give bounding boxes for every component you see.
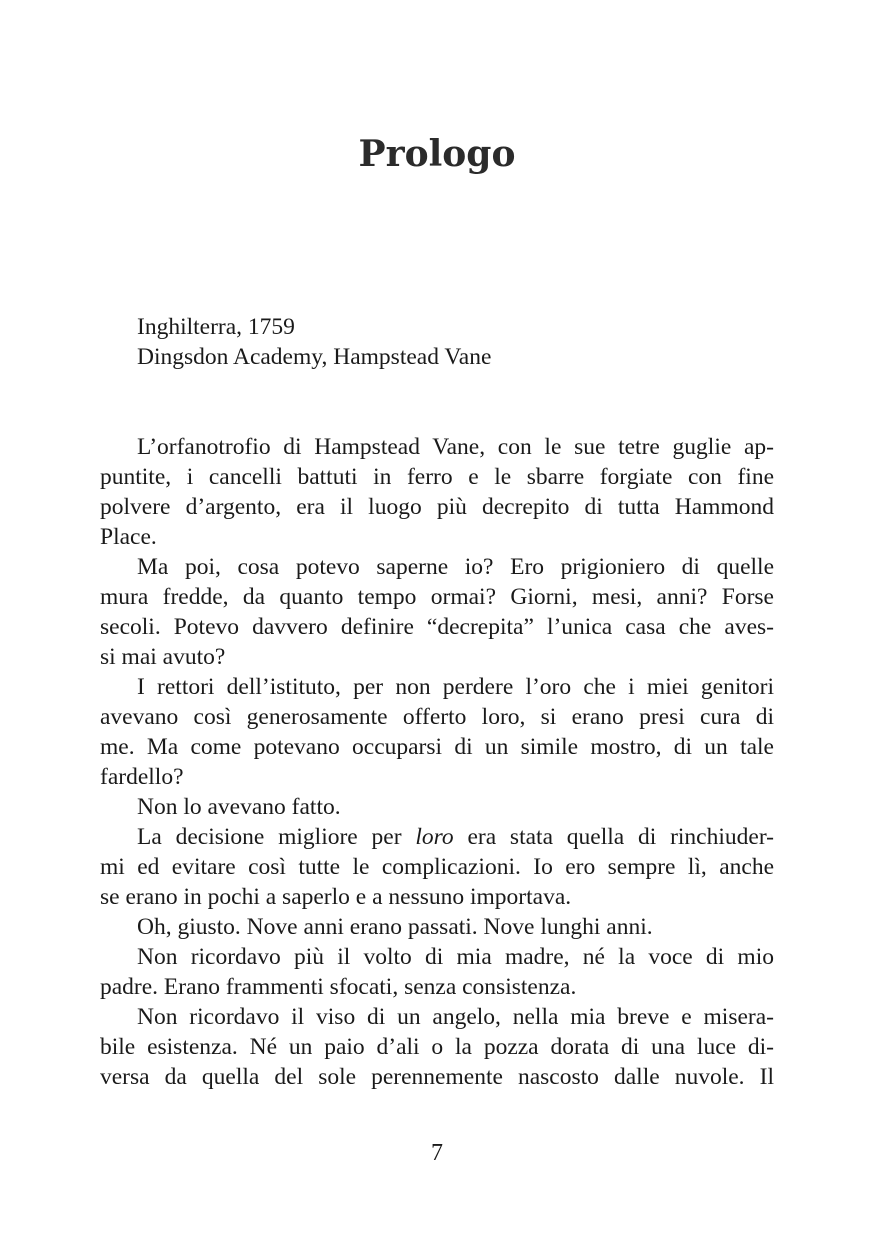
text-run: era stata quella di rinchiuder- bbox=[453, 824, 774, 850]
text-line: se erano in pochi a saperlo e a nessuno importava. bbox=[100, 884, 572, 910]
text-line: me. Ma come potevano occuparsi di un simile mostro, di un tale bbox=[100, 734, 774, 760]
chapter-title: Prologo bbox=[358, 133, 516, 175]
page-number: 7 bbox=[431, 1140, 443, 1166]
emphasis-run: loro bbox=[415, 824, 454, 850]
text-line: mura fredde, da quanto tempo ormai? Giorni, mesi, anni? Forse bbox=[100, 584, 774, 610]
text-line: si mai avuto? bbox=[100, 644, 226, 670]
dateline-place-year: Inghilterra, 1759 bbox=[137, 314, 295, 340]
text-line: puntite, i cancelli battuti in ferro e le sbarre forgiate con fine bbox=[100, 464, 774, 490]
text-line: padre. Erano frammenti sfocati, senza consistenza. bbox=[100, 974, 577, 1000]
text-line: polvere d’argento, era il luogo più decrepito di tutta Hammond bbox=[100, 494, 774, 520]
text-run: La decisione migliore per bbox=[137, 824, 416, 850]
text-line: avevano così generosamente offerto loro, si erano presi cura di bbox=[100, 704, 774, 730]
text-line: Non lo avevano fatto. bbox=[137, 794, 341, 820]
text-line: Oh, giusto. Nove anni erano passati. Nove lunghi anni. bbox=[137, 914, 653, 940]
text-line: bile esistenza. Né un paio d’ali o la pozza dorata di una luce di- bbox=[100, 1034, 774, 1060]
body-text bbox=[100, 432, 774, 1092]
text-line: I rettori dell’istituto, per non perdere l’oro che i miei genitori bbox=[137, 674, 774, 700]
text-line: L’orfanotrofio di Hampstead Vane, con le sue tetre guglie ap- bbox=[137, 434, 774, 460]
dateline-location: Dingsdon Academy, Hampstead Vane bbox=[137, 344, 492, 370]
text-line: versa da quella del sole perennemente nascosto dalle nuvole. Il bbox=[100, 1064, 774, 1090]
text-line: Ma poi, cosa potevo saperne io? Ero prigioniero di quelle bbox=[137, 554, 774, 580]
text-line: Non ricordavo più il volto di mia madre, né la voce di mio bbox=[137, 944, 774, 970]
text-line-mixed bbox=[100, 822, 774, 852]
text-line: Place. bbox=[100, 524, 157, 550]
text-line: mi ed evitare così tutte le complicazioni. Io ero sempre lì, anche bbox=[100, 854, 774, 880]
dateline bbox=[137, 312, 491, 372]
text-line: fardello? bbox=[100, 764, 184, 790]
text-line: secoli. Potevo davvero definire “decrepita” l’unica casa che aves- bbox=[100, 614, 774, 640]
text-line: Non ricordavo il viso di un angelo, nella mia breve e misera- bbox=[137, 1004, 774, 1030]
